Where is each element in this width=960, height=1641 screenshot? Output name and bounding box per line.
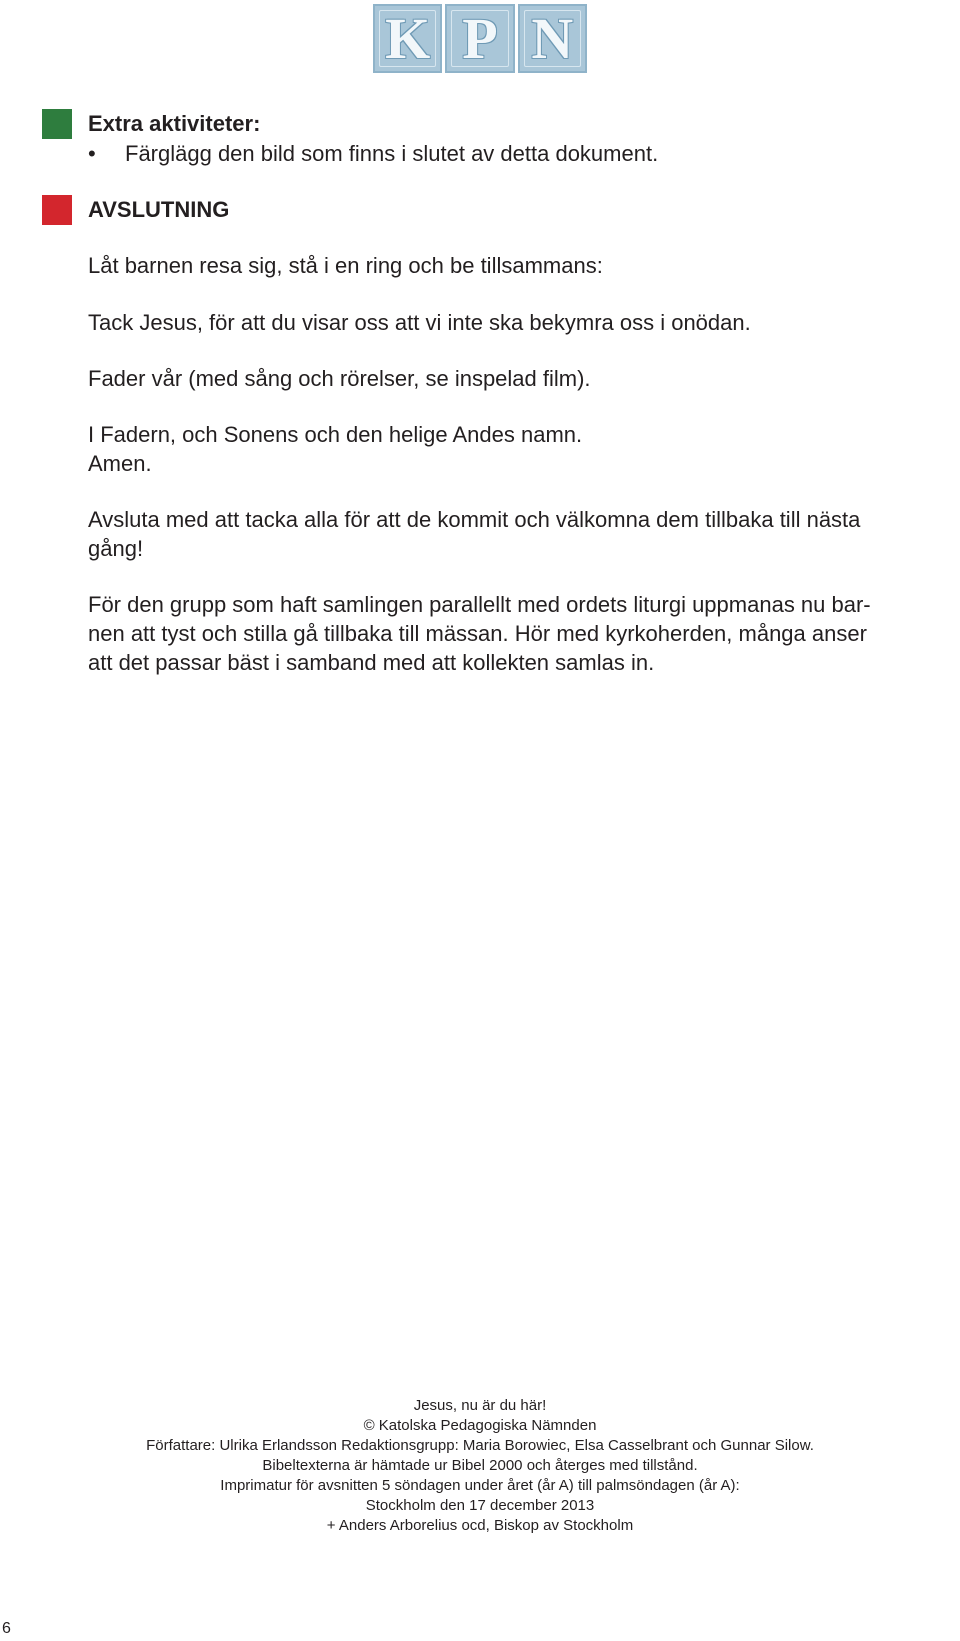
logo-tile-n: N <box>518 4 587 73</box>
footer-bishop: + Anders Arborelius ocd, Biskop av Stockholm <box>326 1517 634 1534</box>
closing-line: att det passar bäst i samband med att kollekten samlas in. <box>88 650 655 675</box>
bullet-icon: • <box>88 141 96 166</box>
closing-line: För den grupp som haft samlingen parallellt med ordets liturgi uppmanas nu bar- <box>88 592 871 617</box>
closing-line: Tack Jesus, för att du visar oss att vi inte ska bekymra oss i onödan. <box>88 310 751 335</box>
closing-line: Amen. <box>88 451 152 476</box>
red-section-marker <box>42 195 72 225</box>
footer-imprimatur: Imprimatur för avsnitten 5 söndagen under året (år A) till palmsöndagen (år A): <box>220 1477 740 1494</box>
extra-activities-heading: Extra aktiviteter: <box>88 111 261 136</box>
footer-bible-note: Bibeltexterna är hämtade ur Bibel 2000 och återges med tillstånd. <box>262 1457 698 1474</box>
closing-line: I Fadern, och Sonens och den helige Andes namn. <box>88 422 583 447</box>
logo-tile-k: K <box>373 4 442 73</box>
footer-date: Stockholm den 17 december 2013 <box>365 1497 595 1514</box>
kpn-logo <box>373 4 587 73</box>
closing-line: gång! <box>88 536 144 561</box>
closing-heading: AVSLUTNING <box>88 197 230 222</box>
page-number: 6 <box>2 1620 11 1637</box>
footer-title: Jesus, nu är du här! <box>413 1397 547 1414</box>
closing-line: Fader vår (med sång och rörelser, se inspelad film). <box>88 366 591 391</box>
footer-copyright: © Katolska Pedagogiska Nämnden <box>363 1417 597 1434</box>
logo-tile-p: P <box>445 4 514 73</box>
closing-line: nen att tyst och stilla gå tillbaka till mässan. Hör med kyrkoherden, många anser <box>88 621 867 646</box>
footer-authors: Författare: Ulrika Erlandsson Redaktionsgrupp: Maria Borowiec, Elsa Casselbrant och Gunnar Silow. <box>146 1437 814 1454</box>
closing-line: Avsluta med att tacka alla för att de kommit och välkomna dem tillbaka till nästa <box>88 507 861 532</box>
extra-activity-item: Färglägg den bild som finns i slutet av detta dokument. <box>125 141 659 166</box>
green-section-marker <box>42 109 72 139</box>
closing-line: Låt barnen resa sig, stå i en ring och be tillsammans: <box>88 253 603 278</box>
